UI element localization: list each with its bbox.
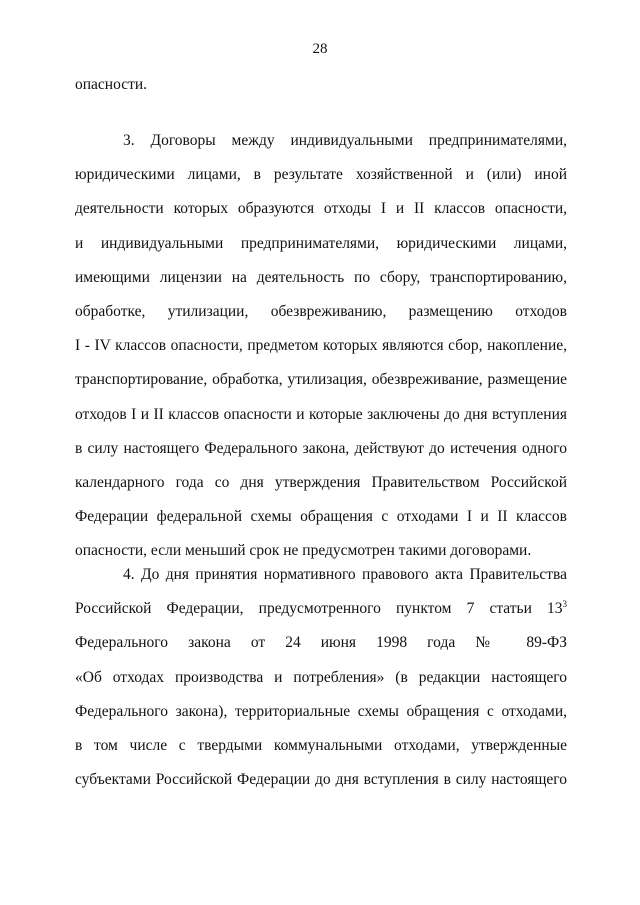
paragraph-continuation bbox=[75, 68, 567, 102]
text-line: деятельности которых образуются отходы I и II классов опасности, bbox=[75, 200, 567, 218]
text-line: I - IV классов опасности, предметом которых являются сбор, накопление, bbox=[75, 337, 567, 355]
page-number: 28 bbox=[312, 41, 328, 57]
text-line: субъектами Российской Федерации до дня вступления в силу настоящего bbox=[75, 771, 567, 789]
text-line bbox=[75, 592, 567, 626]
text-line: в том числе с твердыми коммунальными отходами, утвержденные bbox=[75, 736, 567, 754]
text-line: транспортирование, обработка, утилизация, обезвреживание, размещение bbox=[75, 371, 567, 389]
text-line: Федерального закона от 24 июня 1998 года № 89-ФЗ bbox=[75, 634, 567, 652]
text-line-body: Российской Федерации, предусмотренного пунктом 7 статьи 13 bbox=[75, 600, 563, 618]
text-line: имеющими лицензии на деятельность по сбору, транспортированию, bbox=[75, 268, 567, 286]
text-line: «Об отходах производства и потребления» (в редакции настоящего bbox=[75, 668, 567, 686]
text-line: 4. До дня принятия нормативного правового акта Правительства bbox=[123, 566, 567, 583]
paragraph-4 bbox=[75, 558, 567, 797]
superscript: 3 bbox=[562, 599, 567, 610]
text-line: календарного года со дня утверждения Правительством Российской bbox=[75, 473, 567, 491]
text-line: юридическими лицами, в результате хозяйственной и (или) иной bbox=[75, 166, 567, 184]
text-line: опасности, если меньший срок не предусмотрен такими договорами. bbox=[75, 542, 532, 560]
text-line: опасности. bbox=[75, 76, 148, 93]
text-line: 3. Договоры между индивидуальными предпринимателями, bbox=[123, 132, 567, 149]
text-line: в силу настоящего Федерального закона, действуют до истечения одного bbox=[75, 439, 567, 457]
text-line: и индивидуальными предпринимателями, юридическими лицами, bbox=[75, 234, 567, 252]
text-line: Федерации федеральной схемы обращения с отходами I и II классов bbox=[75, 508, 567, 526]
text-line: обработке, утилизации, обезвреживанию, размещению отходов bbox=[75, 302, 567, 320]
paragraph-3 bbox=[75, 124, 567, 568]
text-line: Федерального закона), территориальные схемы обращения с отходами, bbox=[75, 702, 567, 720]
text-line: отходов I и II классов опасности и которые заключены до дня вступления bbox=[75, 405, 567, 423]
